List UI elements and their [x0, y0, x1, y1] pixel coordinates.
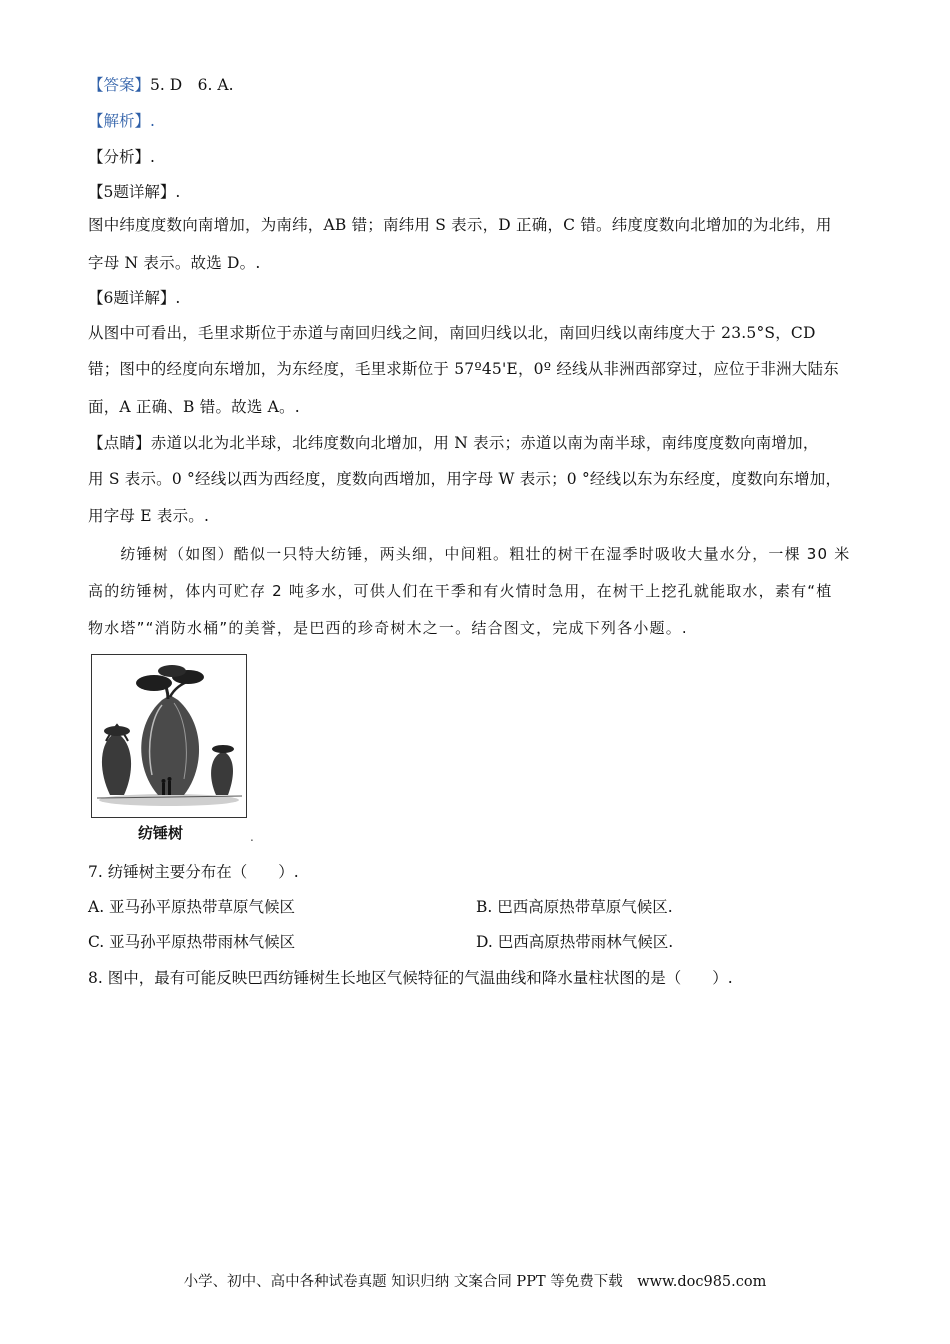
q5-line-1: 图中纬度度数向南增加，为南纬，AB 错；南纬用 S 表示，D 正确，C 错。纬度度数向北增加的为北纬，用: [88, 216, 832, 234]
answer-line: [88, 74, 234, 96]
figure-caption: 纺锤树: [138, 824, 184, 842]
page-footer: 小学、初中、高中各种试卷真题 知识归纳 文案合同 PPT 等免费下载 www.doc985.com: [183, 1274, 767, 1290]
q7-option-d: D. 巴西高原热带雨林气候区.: [476, 933, 674, 951]
q5-detail-tag: 【5题详解】.: [88, 183, 181, 201]
q6-line-1: 从图中可看出，毛里求斯位于赤道与南回归线之间，南回归线以北，南回归线以南纬度大于 23.5°S，CD: [88, 324, 816, 342]
q7-option-c: C. 亚马孙平原热带雨林气候区: [88, 933, 296, 951]
answer-tag: 【答案】: [88, 76, 151, 94]
q5-line-2: 字母 N 表示。故选 D。.: [88, 254, 261, 272]
analysis-tag: 【解析】.: [88, 112, 155, 130]
dianjing-line-3: 用字母 E 表示。.: [88, 507, 210, 525]
q6-line-2: 错；图中的经度向东增加，为东经度，毛里求斯位于 57º45'E，0º 经线从非洲西部穿过，应位于非洲大陆东: [88, 360, 839, 378]
dianjing-line-1: 【点睛】赤道以北为北半球，北纬度数向北增加，用 N 表示；赤道以南为南半球，南纬度度数向南增加，: [88, 434, 819, 452]
q7-option-b: B. 巴西高原热带草原气候区.: [476, 898, 673, 916]
q6-detail-tag: 【6题详解】.: [88, 289, 181, 307]
q8-stem: 8. 图中，最有可能反映巴西纺锤树生长地区气候特征的气温曲线和降水量柱状图的是（ ）.: [88, 969, 733, 987]
dianjing-line-2: 用 S 表示。0 °经线以西为西经度，度数向西增加，用字母 W 表示；0 °经线以东为东经度，度数向东增加，: [88, 470, 842, 488]
passage-line-2: 高的纺锤树，体内可贮存 2 吨多水，可供人们在干季和有火情时急用，在树干上挖孔就能取水，素有“植: [88, 582, 833, 600]
caption-period-mark: .: [250, 830, 254, 844]
q7-option-a: A. 亚马孙平原热带草原气候区: [88, 898, 296, 916]
answer-text: 5. D 6. A.: [150, 76, 234, 94]
fenxi-tag: 【分析】.: [88, 148, 155, 166]
bottle-tree-illustration: [92, 655, 246, 817]
q7-stem: 7. 纺锤树主要分布在（ ）.: [88, 863, 299, 881]
q6-line-3: 面，A 正确、B 错。故选 A。.: [88, 398, 300, 416]
bottle-tree-figure: [91, 654, 247, 818]
passage-line-1: 纺锤树（如图）酷似一只特大纺锤，两头细，中间粗。粗壮的树干在湿季时吸收大量水分，一棵 30 米: [88, 545, 851, 563]
passage-line-3: 物水塔”“消防水桶”的美誉，是巴西的珍奇树木之一。结合图文，完成下列各小题。.: [88, 619, 688, 637]
